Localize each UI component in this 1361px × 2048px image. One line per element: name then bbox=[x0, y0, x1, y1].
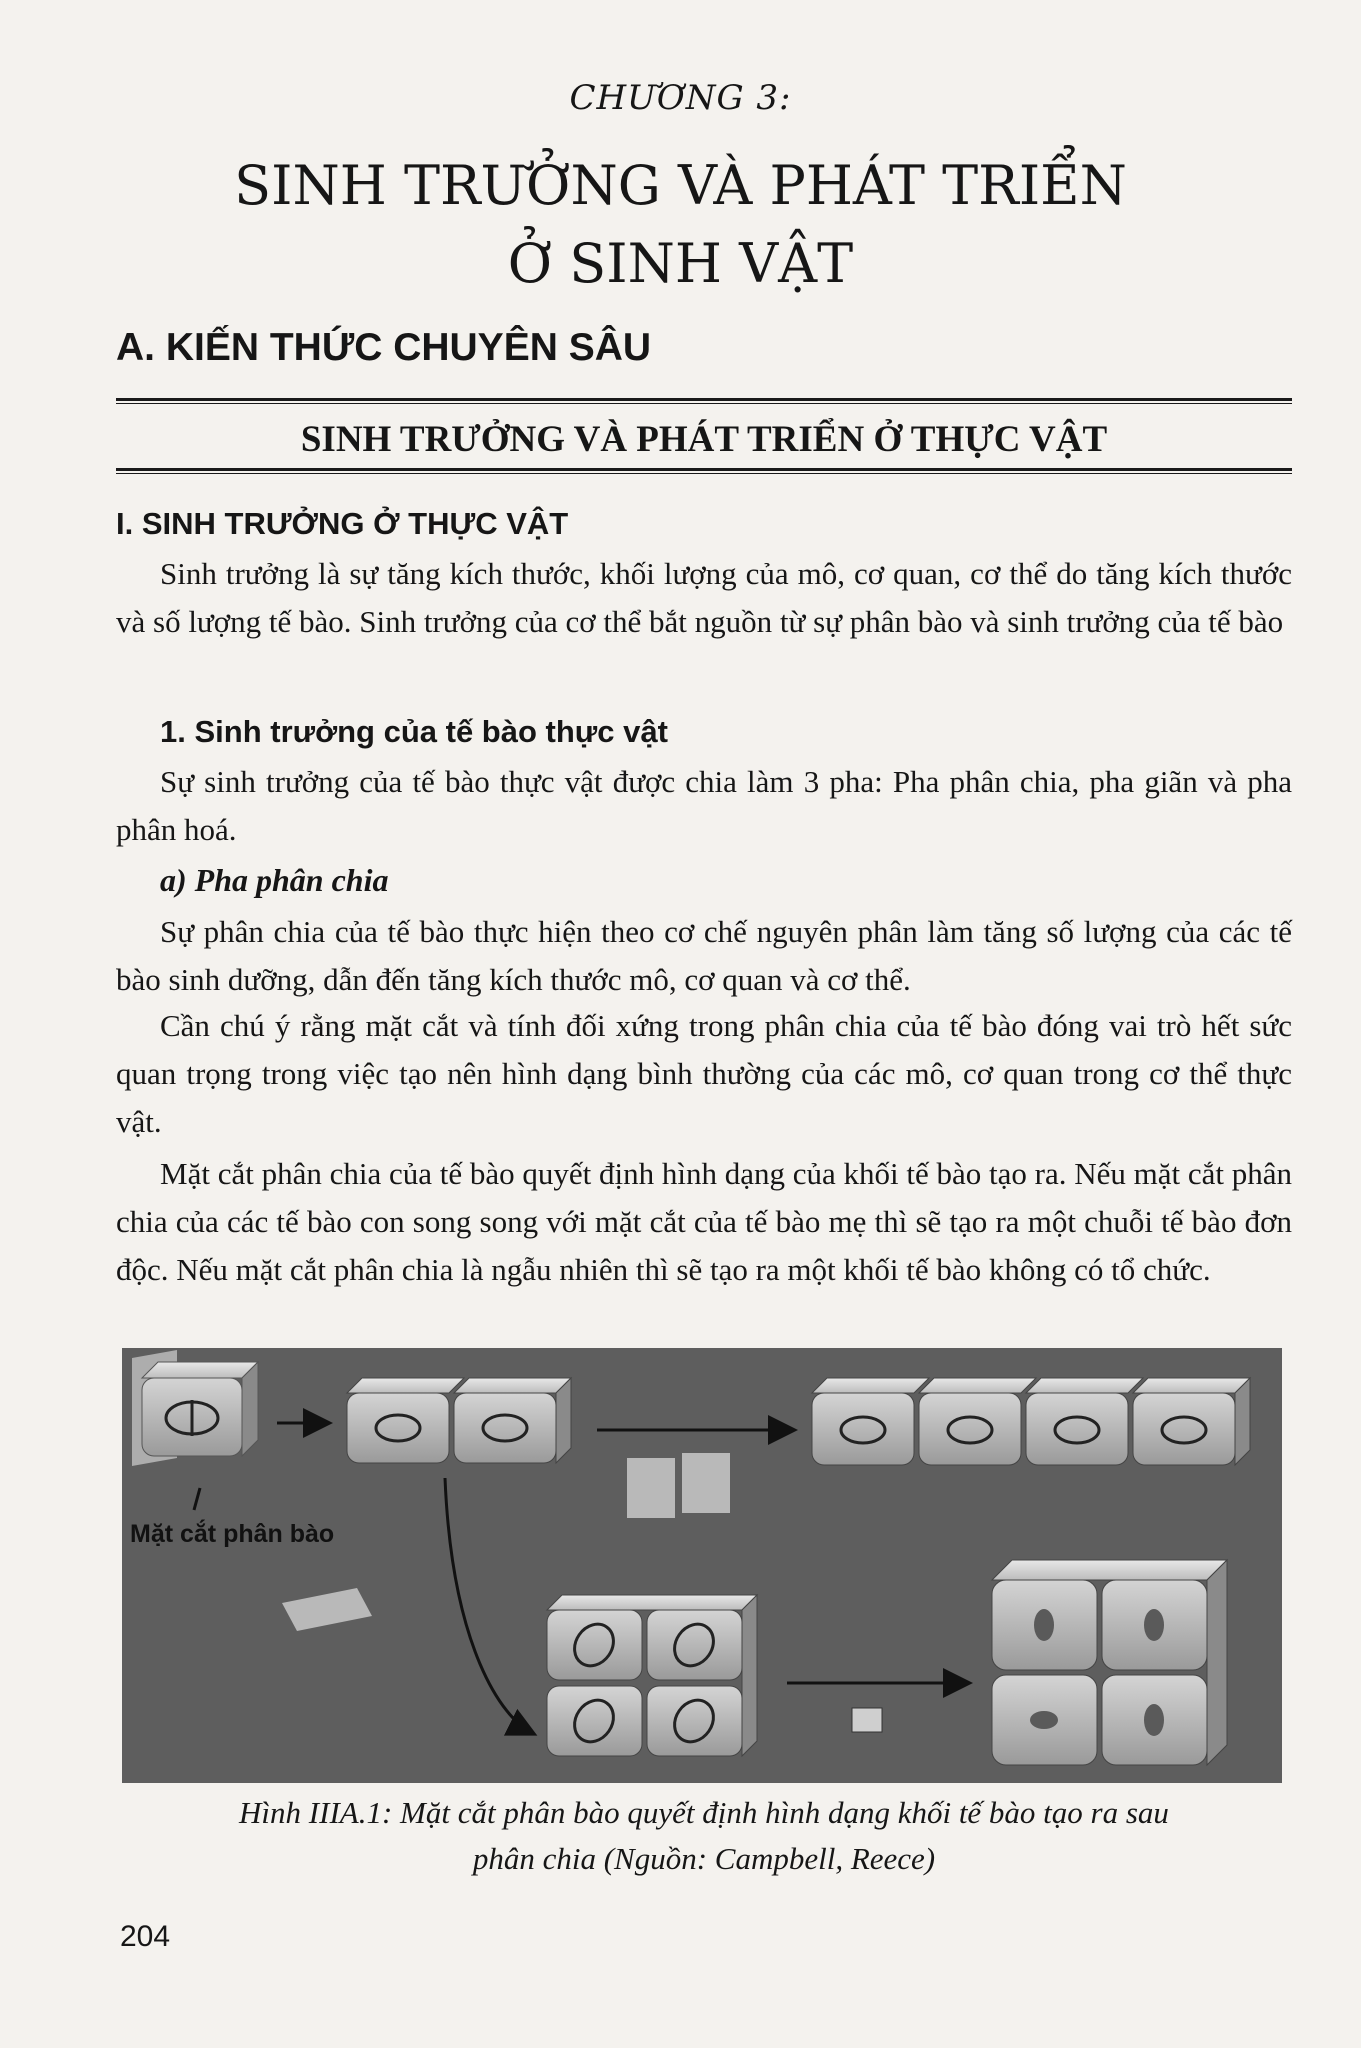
section-heading-a: A. KIẾN THỨC CHUYÊN SÂU bbox=[116, 326, 652, 369]
figure-caption bbox=[116, 1790, 1292, 1882]
two-cell-row bbox=[347, 1378, 571, 1463]
paragraph-2: Sự sinh trưởng của tế bào thực vật được chia làm 3 pha: Pha phân chia, pha giãn và pha phân hoá. bbox=[116, 764, 1292, 847]
band-rule-bottom bbox=[116, 468, 1292, 471]
random-plane-icon bbox=[282, 1588, 372, 1631]
cell-block-2x2 bbox=[547, 1595, 757, 1756]
band-rule-top bbox=[116, 398, 1292, 401]
heading-a: a) Pha phân chia bbox=[160, 862, 389, 898]
figure-illustration bbox=[122, 1348, 1282, 1783]
heading-1: I. SINH TRƯỞNG Ở THỰC VẬT bbox=[116, 506, 569, 541]
mother-cell bbox=[132, 1350, 258, 1466]
chapter-label: CHƯƠNG 3: bbox=[569, 78, 792, 118]
figure-cell-division-planes bbox=[122, 1348, 1282, 1783]
chapter-title-line-1: SINH TRƯỞNG VÀ PHÁT TRIỂN bbox=[234, 154, 1127, 217]
parallel-plane-icon bbox=[627, 1453, 730, 1518]
arrow-curved bbox=[445, 1478, 532, 1733]
small-cell-icon bbox=[852, 1708, 882, 1732]
figure-label-division-plane: Mặt cắt phân bào bbox=[130, 1520, 335, 1548]
page-number: 204 bbox=[120, 1920, 171, 1953]
band-rule-top-thin bbox=[116, 403, 1292, 404]
cell-chain bbox=[812, 1378, 1250, 1465]
band-rule-bottom-thin bbox=[116, 473, 1292, 474]
band-title: SINH TRƯỞNG VÀ PHÁT TRIỂN Ở THỰC VẬT bbox=[300, 419, 1108, 460]
figure-caption-line-1: Hình IIIA.1: Mặt cắt phân bào quyết định hình dạng khối tế bào tạo ra sau bbox=[239, 1795, 1169, 1830]
figure-caption-line-2: phân chia (Nguồn: Campbell, Reece) bbox=[472, 1841, 936, 1876]
paragraph-5: Mặt cắt phân chia của tế bào quyết định hình dạng của khối tế bào tạo ra. Nếu mặt cắt phân chia của các tế bào con song song với mặt cắt của tế bào mẹ thì sẽ tạo ra một chuỗi tế bào đơn độc. Nếu mặt cắt phân chia là ngẫu nhiên thì sẽ tạo ra một khối tế bào không có tổ chức. bbox=[116, 1156, 1292, 1287]
paragraph-1: Sinh trưởng là sự tăng kích thước, khối lượng của mô, cơ quan, cơ thể do tăng kích thước và số lượng tế bào. Sinh trưởng của cơ thể bắt nguồn từ sự phân bào và sinh trưởng của tế bào bbox=[116, 556, 1292, 639]
heading-1-1: 1. Sinh trưởng của tế bào thực vật bbox=[160, 714, 668, 749]
plane-pointer-line bbox=[194, 1488, 200, 1510]
final-cell-block bbox=[992, 1560, 1227, 1765]
paragraph-4: Cần chú ý rằng mặt cắt và tính đối xứng trong phân chia của tế bào đóng vai trò hết sức quan trọng trong việc tạo nên hình dạng bình thường của các mô, cơ quan trong cơ thể thực vật. bbox=[116, 1008, 1292, 1139]
chapter-title-line-2: Ở SINH VẬT bbox=[507, 232, 854, 295]
paragraph-3: Sự phân chia của tế bào thực hiện theo cơ chế nguyên phân làm tăng số lượng của các tế bào sinh dưỡng, dẫn đến tăng kích thước mô, cơ quan và cơ thể. bbox=[116, 914, 1292, 997]
